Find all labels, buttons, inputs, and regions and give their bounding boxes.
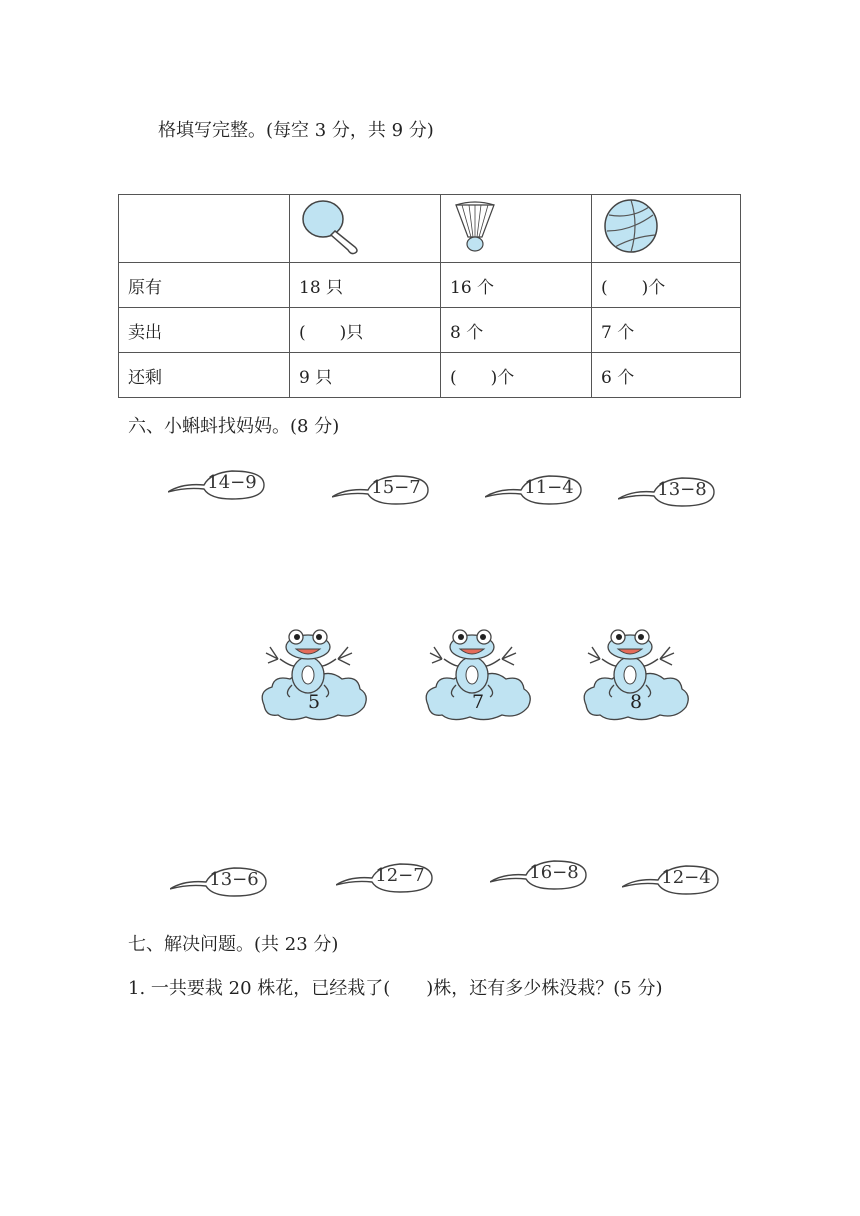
tadpole-expression: 15−7 — [371, 477, 421, 498]
table-row — [119, 353, 741, 398]
section6-title: 六、小蝌蚪找妈妈。(8 分) — [128, 416, 340, 437]
tadpole-bottom-1[interactable] — [170, 862, 270, 902]
table-row — [119, 263, 741, 308]
table-corner-cell — [119, 195, 290, 263]
header-shuttlecock — [441, 195, 592, 263]
row-label: 原有 — [119, 263, 290, 308]
tadpole-expression: 13−6 — [209, 869, 259, 890]
section7-title: 七、解决问题。(共 23 分) — [128, 934, 339, 955]
table-cell: 8 个 — [441, 308, 592, 353]
tadpole-bottom-2[interactable] — [336, 858, 436, 898]
table-cell: 16 个 — [441, 263, 592, 308]
question-1: 1. 一共要栽 20 株花，已经栽了( )株，还有多少株没栽？(5 分) — [128, 978, 663, 999]
table-cell: 18 只 — [290, 263, 441, 308]
header-volleyball — [592, 195, 741, 263]
tadpole-expression: 12−7 — [375, 865, 425, 886]
sports-table — [118, 194, 741, 398]
table-cell: ( )只 — [290, 308, 441, 353]
tadpole-top-2[interactable] — [332, 470, 432, 510]
frog-number: 8 — [629, 691, 643, 713]
frog-2[interactable] — [422, 625, 534, 721]
tadpole-expression: 11−4 — [524, 477, 574, 498]
tadpole-top-4[interactable] — [618, 472, 718, 512]
intro-line: 格填写完整。(每空 3 分，共 9 分) — [158, 120, 434, 141]
tadpole-top-1[interactable] — [168, 465, 268, 505]
ping-pong-paddle-icon — [299, 197, 365, 255]
tadpole-expression: 12−4 — [661, 867, 711, 888]
tadpole-bottom-4[interactable] — [622, 860, 722, 900]
tadpole-expression: 14−9 — [207, 472, 257, 493]
table-cell: ( )个 — [441, 353, 592, 398]
table-row — [119, 308, 741, 353]
table-cell: 6 个 — [592, 353, 741, 398]
frog-3[interactable] — [580, 625, 692, 721]
frog-1[interactable] — [258, 625, 370, 721]
tadpole-expression: 13−8 — [657, 479, 707, 500]
table-cell: 7 个 — [592, 308, 741, 353]
tadpole-bottom-3[interactable] — [490, 855, 590, 895]
table-cell: 9 只 — [290, 353, 441, 398]
header-ping-pong — [290, 195, 441, 263]
tadpole-top-3[interactable] — [485, 470, 585, 510]
tadpole-expression: 16−8 — [529, 862, 579, 883]
frog-number: 7 — [471, 691, 485, 713]
frog-number: 5 — [307, 691, 321, 713]
row-label: 还剩 — [119, 353, 290, 398]
row-label: 卖出 — [119, 308, 290, 353]
volleyball-icon — [601, 197, 661, 255]
shuttlecock-icon — [450, 197, 500, 255]
table-cell: ( )个 — [592, 263, 741, 308]
